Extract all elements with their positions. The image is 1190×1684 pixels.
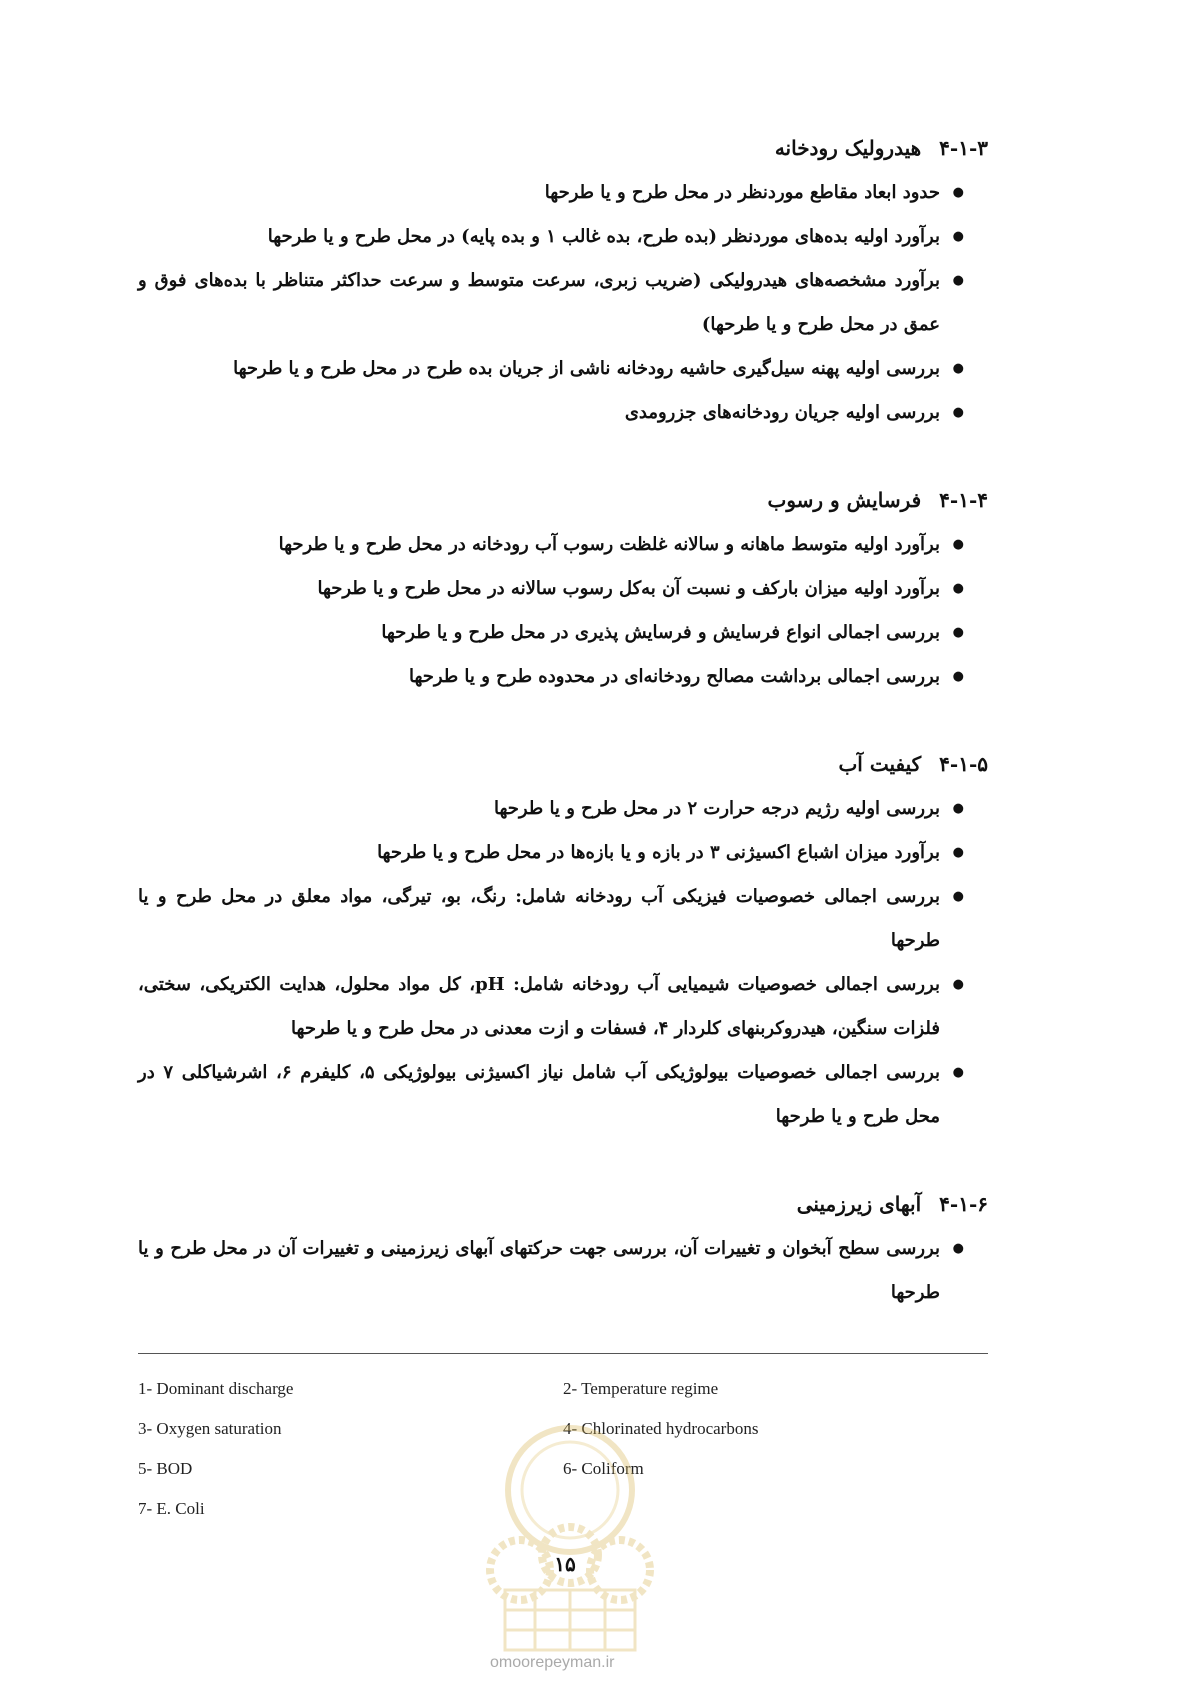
bullet-list [138,171,988,435]
footnote-item: 1- Dominant discharge [138,1379,294,1398]
bullet-list [138,787,988,1139]
main-content [138,133,988,1365]
bullet-list [138,1227,988,1315]
section-number: ۴-۱-۶ [939,1192,988,1216]
footnote-item: 5- BOD [138,1459,193,1478]
footnote-item: 2- Temperature regime [563,1379,719,1398]
section-erosion-sediment [138,485,988,699]
section-heading [138,133,988,163]
footnote-item: 4- Chlorinated hydrocarbons [563,1419,759,1438]
list-item: ● برآورد اولیه متوسط ماهانه و سالانه غلظت رسوب آب رودخانه در محل طرح و یا طرحها [138,523,988,567]
section-groundwater [138,1189,988,1315]
list-item: ● برآورد اولیه میزان بارکف و نسبت آن به‌کل رسوب سالانه در محل طرح و یا طرحها [138,567,988,611]
section-title: کیفیت آب [838,752,922,776]
footnote-divider [138,1353,988,1354]
list-item: ● بررسی اجمالی خصوصیات شیمیایی آب رودخانه شامل: pH، کل مواد محلول، هدایت الکتریکی، سختی، فلزات سنگین، هیدروکربنهای کلردار ۴، فسفات و ازت معدنی در محل طرح و یا طرحها [138,963,988,1051]
list-item: ● بررسی اجمالی انواع فرسایش و فرسایش پذیری در محل طرح و یا طرحها [138,611,988,655]
section-title: فرسایش و رسوب [767,488,922,512]
list-item: ● حدود ابعاد مقاطع موردنظر در محل طرح و یا طرحها [138,171,988,215]
list-item: ● برآورد مشخصه‌های هیدرولیکی (ضریب زبری، سرعت متوسط و سرعت حداکثر متناظر با بده‌های فوق و عمق در محل طرح و یا طرحها) [138,259,988,347]
list-item: ● بررسی اولیه پهنه سیل‌گیری حاشیه رودخانه ناشی از جریان بده طرح در محل طرح و یا طرحها [138,347,988,391]
watermark-site-text: omoorepeyman.ir [490,1654,615,1671]
list-item: ● برآورد اولیه بده‌های موردنظر (بده طرح، بده غالب ۱ و بده پایه) در محل طرح و یا طرحها [138,215,988,259]
list-item: ● بررسی اجمالی برداشت مصالح رودخانه‌ای در محدوده طرح و یا طرحها [138,655,988,699]
footnote-item: 3- Oxygen saturation [138,1419,282,1438]
section-heading [138,485,988,515]
list-item: ● بررسی سطح آبخوان و تغییرات آن، بررسی جهت حرکتهای آبهای زیرزمینی و تغییرات آن در محل طرح و یا طرحها [138,1227,988,1315]
footnote-item: 7- E. Coli [138,1499,205,1518]
bullet-list [138,523,988,699]
list-item: ● بررسی اجمالی خصوصیات بیولوژیکی آب شامل نیاز اکسیژنی بیولوژیکی ۵، کلیفرم ۶، اشرشیاکلی ۷ در محل طرح و یا طرحها [138,1051,988,1139]
section-number: ۴-۱-۳ [939,136,988,160]
list-item: ● بررسی اولیه جریان رودخانه‌های جزرومدی [138,391,988,435]
list-item: ● بررسی اجمالی خصوصیات فیزیکی آب رودخانه شامل: رنگ، بو، تیرگی، مواد معلق در محل طرح و یا طرحها [138,875,988,963]
footnote-item: 6- Coliform [563,1459,644,1478]
section-heading [138,749,988,779]
section-number: ۴-۱-۵ [939,752,988,776]
section-river-hydraulics [138,133,988,435]
section-title: هیدرولیک رودخانه [774,136,922,160]
watermark-seal-icon [480,1420,660,1660]
section-number: ۴-۱-۴ [939,488,988,512]
section-heading [138,1189,988,1219]
page-number: ۱۵ [554,1552,576,1576]
section-title: آبهای زیرزمینی [796,1192,922,1216]
section-water-quality [138,749,988,1139]
list-item: ● بررسی اولیه رژیم درجه حرارت ۲ در محل طرح و یا طرحها [138,787,988,831]
list-item: ● برآورد میزان اشباع اکسیژنی ۳ در بازه و یا بازه‌ها در محل طرح و یا طرحها [138,831,988,875]
